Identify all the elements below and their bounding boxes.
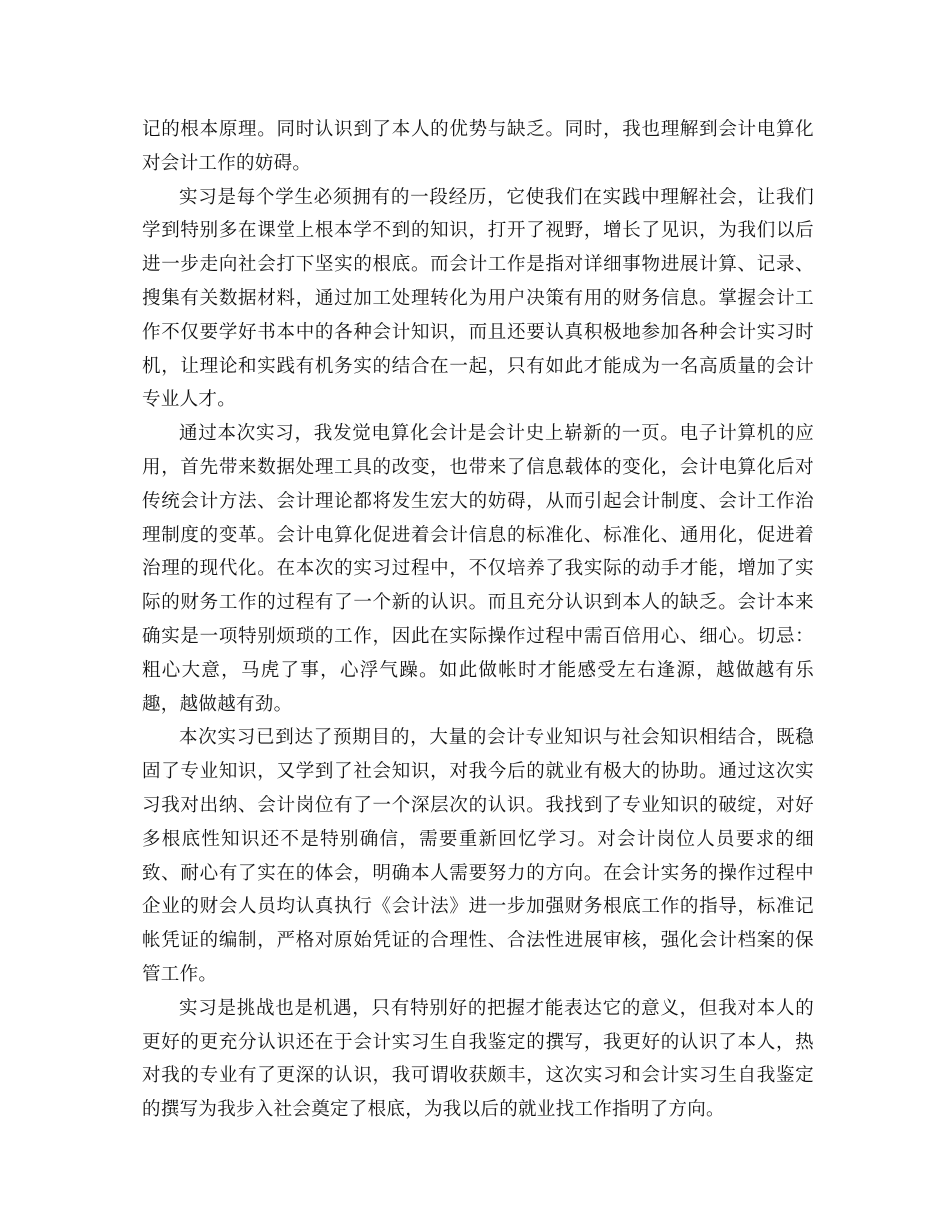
paragraph-internship-goals: 本次实习已到达了预期目的，大量的会计专业知识与社会知识相结合，既稳固了专业知识，又学到了社会知识，对我今后的就业有极大的协助。通过这次实习我对出纳、会计岗位有了一个深层次的认识。我找到了专业知识的破绽，对好多根底性知识还不是特别确信，需要重新回忆学习。对会计岗位人员要求的细致、耐心有了实在的体会，明确本人需要努力的方向。在会计实务的操作过程中企业的财会人员均认真执行《会计法》进一步加强财务根底工作的指导，标准记帐凭证的编制，严格对原始凭证的合理性、合法性进展审核，强化会计档案的保管工作。 [142, 727, 814, 985]
paragraph-internship-experience: 实习是每个学生必须拥有的一段经历，它使我们在实践中理解社会，让我们学到特别多在课堂上根本学不到的知识，打开了视野，增长了见识，为我们以后进一步走向社会打下坚实的根底。而会计工作是指对详细事物进展计算、记录、搜集有关数据材料，通过加工处理转化为用户决策有用的财务信息。掌握会计工作不仅要学好书本中的各种会计知识，而且还要认真积极地参加各种会计实习时机，让理论和实践有机务实的结合在一起，只有如此才能成为一名高质量的会计专业人才。 [142, 186, 814, 411]
paragraph-computerized-accounting: 通过本次实习，我发觉电算化会计是会计史上崭新的一页。电子计算机的应用，首先带来数据处理工具的改变，也带来了信息载体的变化，会计电算化后对传统会计方法、会计理论都将发生宏大的妨碍，从而引起会计制度、会计工作治理制度的变革。会计电算化促进着会计信息的标准化、标准化、通用化，促进着治理的现代化。在本次的实习过程中，不仅培养了我实际的动手才能，增加了实际的财务工作的过程有了一个新的认识。而且充分认识到本人的缺乏。会计本来确实是一项特别烦琐的工作，因此在实际操作过程中需百倍用心、细心。切忌：粗心大意，马虎了事，心浮气躁。如此做帐时才能感受左右逢源，越做越有乐趣，越做越有劲。 [142, 423, 814, 715]
paragraph-conclusion: 实习是挑战也是机遇，只有特别好的把握才能表达它的意义，但我对本人的更好的更充分认识还在于会计实习生自我鉴定的撰写，我更好的认识了本人，热对我的专业有了更深的认识，我可谓收获颇丰，这次实习和会计实习生自我鉴定的撰写为我步入社会奠定了根底，为我以后的就业找工作指明了方向。 [142, 997, 814, 1121]
paragraph-continuation: 记的根本原理。同时认识到了本人的优势与缺乏。同时，我也理解到会计电算化对会计工作的妨碍。 [142, 119, 814, 174]
document-body [142, 113, 814, 1127]
